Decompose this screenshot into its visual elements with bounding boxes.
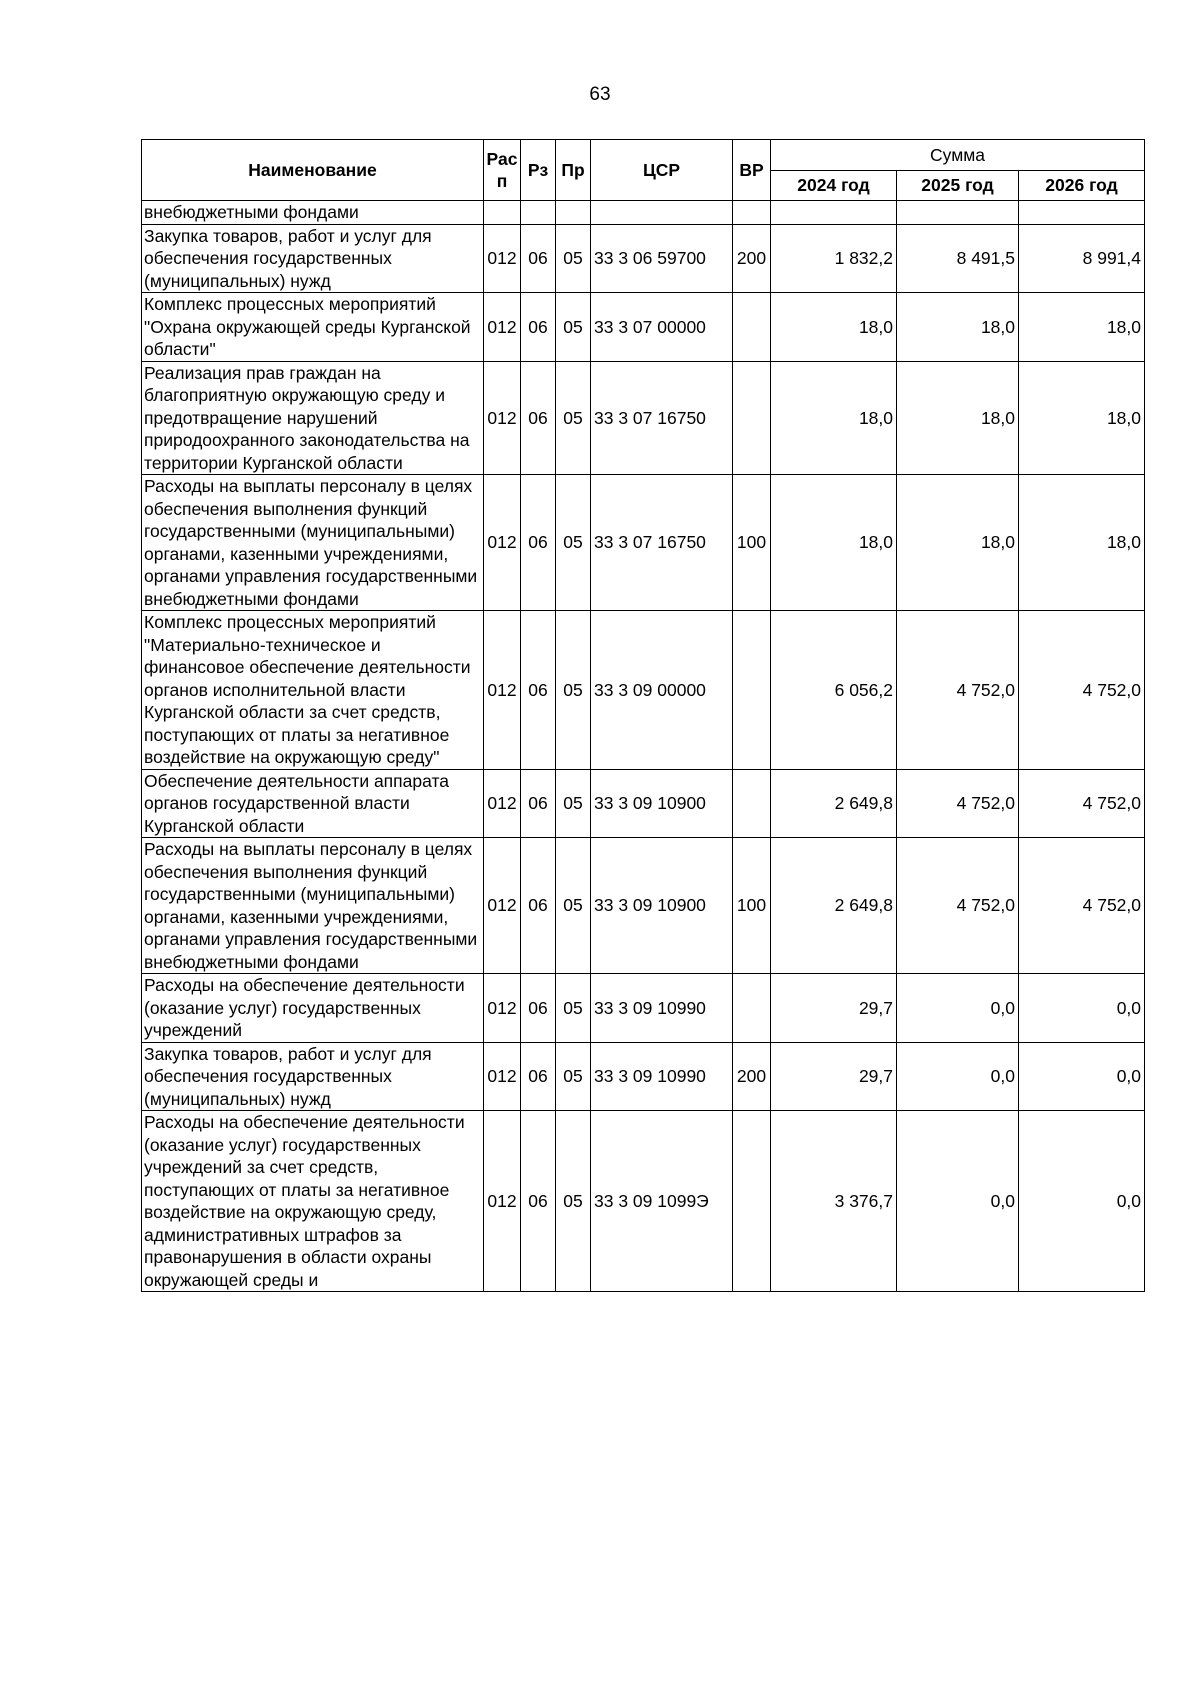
row-sum-2025: 18,0 — [897, 361, 1019, 475]
row-rasp: 012 — [484, 611, 521, 770]
row-sum-2026: 18,0 — [1019, 293, 1145, 362]
row-pr: 05 — [556, 1042, 591, 1111]
row-pr: 05 — [556, 475, 591, 611]
row-name: внебюджетными фондами — [142, 201, 484, 225]
row-vr: 200 — [733, 1042, 771, 1111]
header-sum: Сумма — [771, 140, 1145, 171]
page-number: 63 — [589, 84, 611, 105]
row-rasp: 012 — [484, 224, 521, 293]
header-name: Наименование — [142, 140, 484, 201]
row-pr: 05 — [556, 293, 591, 362]
row-pr: 05 — [556, 838, 591, 974]
row-sum-2024: 18,0 — [771, 475, 897, 611]
row-name: Комплекс процессных мероприятий "Охрана окружающей среды Курганской области" — [142, 293, 484, 362]
row-sum-2024: 18,0 — [771, 293, 897, 362]
row-pr: 05 — [556, 1111, 591, 1292]
row-vr — [733, 361, 771, 475]
row-rasp: 012 — [484, 475, 521, 611]
row-sum-2024: 29,7 — [771, 1042, 897, 1111]
row-csr: 33 3 09 10900 — [591, 769, 733, 838]
row-vr: 200 — [733, 224, 771, 293]
row-sum-2025: 18,0 — [897, 293, 1019, 362]
row-rz: 06 — [521, 769, 556, 838]
table-row — [142, 769, 1145, 838]
header-csr: ЦСР — [591, 140, 733, 201]
row-sum-2025: 0,0 — [897, 1111, 1019, 1292]
row-pr: 05 — [556, 611, 591, 770]
row-sum-2024: 6 056,2 — [771, 611, 897, 770]
table-row — [142, 1042, 1145, 1111]
row-rz: 06 — [521, 475, 556, 611]
row-rasp: 012 — [484, 1042, 521, 1111]
row-vr: 100 — [733, 475, 771, 611]
row-vr — [733, 769, 771, 838]
row-csr: 33 3 07 00000 — [591, 293, 733, 362]
row-name: Реализация прав граждан на благоприятную окружающую среду и предотвращение нарушений природоохранного законодательства на территории Курганской области — [142, 361, 484, 475]
row-sum-2025: 0,0 — [897, 1042, 1019, 1111]
row-vr: 100 — [733, 838, 771, 974]
row-rasp: 012 — [484, 293, 521, 362]
row-sum-2026: 8 991,4 — [1019, 224, 1145, 293]
row-csr: 33 3 09 10900 — [591, 838, 733, 974]
row-rz: 06 — [521, 974, 556, 1043]
table-row — [142, 611, 1145, 770]
row-sum-2026: 4 752,0 — [1019, 769, 1145, 838]
row-rz — [521, 201, 556, 225]
row-vr — [733, 611, 771, 770]
header-year-2026: 2026 год — [1019, 171, 1145, 201]
row-name: Расходы на выплаты персоналу в целях обеспечения выполнения функций государственными (муниципальными) органами, казенными учреждениями, органами управления государственными внебюджетными фондами — [142, 475, 484, 611]
row-rz: 06 — [521, 1042, 556, 1111]
row-csr: 33 3 07 16750 — [591, 361, 733, 475]
table-row — [142, 224, 1145, 293]
header-year-2025: 2025 год — [897, 171, 1019, 201]
row-rz: 06 — [521, 293, 556, 362]
row-pr: 05 — [556, 224, 591, 293]
table-row — [142, 293, 1145, 362]
row-sum-2024: 29,7 — [771, 974, 897, 1043]
row-rz: 06 — [521, 1111, 556, 1292]
row-sum-2026: 0,0 — [1019, 1042, 1145, 1111]
row-sum-2025: 4 752,0 — [897, 838, 1019, 974]
row-rasp: 012 — [484, 1111, 521, 1292]
row-sum-2025: 4 752,0 — [897, 611, 1019, 770]
row-rasp: 012 — [484, 361, 521, 475]
row-sum-2025: 18,0 — [897, 475, 1019, 611]
row-sum-2024: 2 649,8 — [771, 838, 897, 974]
budget-table — [141, 139, 1145, 1292]
row-rasp — [484, 201, 521, 225]
header-rz: Рз — [521, 140, 556, 201]
table-body — [142, 201, 1145, 1292]
row-pr: 05 — [556, 974, 591, 1043]
header-pr: Пр — [556, 140, 591, 201]
row-vr — [733, 1111, 771, 1292]
row-vr — [733, 974, 771, 1043]
row-sum-2024: 1 832,2 — [771, 224, 897, 293]
row-sum-2026: 18,0 — [1019, 475, 1145, 611]
row-csr: 33 3 09 10990 — [591, 974, 733, 1043]
table-row — [142, 974, 1145, 1043]
row-sum-2025 — [897, 201, 1019, 225]
row-name: Расходы на обеспечение деятельности (оказание услуг) государственных учреждений за счет средств, поступающих от платы за негативное воздействие на окружающую среду, административных штрафов за правонарушения в области охраны окружающей среды и — [142, 1111, 484, 1292]
row-csr: 33 3 06 59700 — [591, 224, 733, 293]
row-csr: 33 3 09 10990 — [591, 1042, 733, 1111]
row-sum-2025: 4 752,0 — [897, 769, 1019, 838]
row-name: Расходы на обеспечение деятельности (оказание услуг) государственных учреждений — [142, 974, 484, 1043]
row-pr: 05 — [556, 769, 591, 838]
table-row — [142, 1111, 1145, 1292]
row-vr — [733, 293, 771, 362]
row-sum-2024: 2 649,8 — [771, 769, 897, 838]
row-rz: 06 — [521, 361, 556, 475]
row-pr — [556, 201, 591, 225]
row-sum-2025: 8 491,5 — [897, 224, 1019, 293]
table-header — [142, 140, 1145, 201]
header-year-2024: 2024 год — [771, 171, 897, 201]
row-name: Обеспечение деятельности аппарата органов государственной власти Курганской области — [142, 769, 484, 838]
row-rz: 06 — [521, 611, 556, 770]
row-sum-2024: 3 376,7 — [771, 1111, 897, 1292]
table-row — [142, 838, 1145, 974]
row-sum-2026: 18,0 — [1019, 361, 1145, 475]
row-name: Расходы на выплаты персоналу в целях обеспечения выполнения функций государственными (муниципальными) органами, казенными учреждениями, органами управления государственными внебюджетными фондами — [142, 838, 484, 974]
row-rasp: 012 — [484, 769, 521, 838]
row-sum-2026: 0,0 — [1019, 1111, 1145, 1292]
row-sum-2026 — [1019, 201, 1145, 225]
row-sum-2025: 0,0 — [897, 974, 1019, 1043]
table-row — [142, 201, 1145, 225]
row-rasp: 012 — [484, 838, 521, 974]
table-row — [142, 361, 1145, 475]
row-csr: 33 3 09 00000 — [591, 611, 733, 770]
row-name: Комплекс процессных мероприятий "Материально-техническое и финансовое обеспечение деятельности органов исполнительной власти Курганской области за счет средств, поступающих от платы за негативное воздействие на окружающую среду" — [142, 611, 484, 770]
row-csr — [591, 201, 733, 225]
row-csr: 33 3 09 1099Э — [591, 1111, 733, 1292]
row-rz: 06 — [521, 838, 556, 974]
header-vr: ВР — [733, 140, 771, 201]
row-sum-2024: 18,0 — [771, 361, 897, 475]
row-csr: 33 3 07 16750 — [591, 475, 733, 611]
row-sum-2024 — [771, 201, 897, 225]
row-name: Закупка товаров, работ и услуг для обеспечения государственных (муниципальных) нужд — [142, 1042, 484, 1111]
row-vr — [733, 201, 771, 225]
row-rz: 06 — [521, 224, 556, 293]
row-rasp: 012 — [484, 974, 521, 1043]
row-pr: 05 — [556, 361, 591, 475]
table-row — [142, 475, 1145, 611]
header-rasp: Рас п — [484, 140, 521, 201]
row-name: Закупка товаров, работ и услуг для обеспечения государственных (муниципальных) нужд — [142, 224, 484, 293]
row-sum-2026: 4 752,0 — [1019, 611, 1145, 770]
row-sum-2026: 4 752,0 — [1019, 838, 1145, 974]
row-sum-2026: 0,0 — [1019, 974, 1145, 1043]
